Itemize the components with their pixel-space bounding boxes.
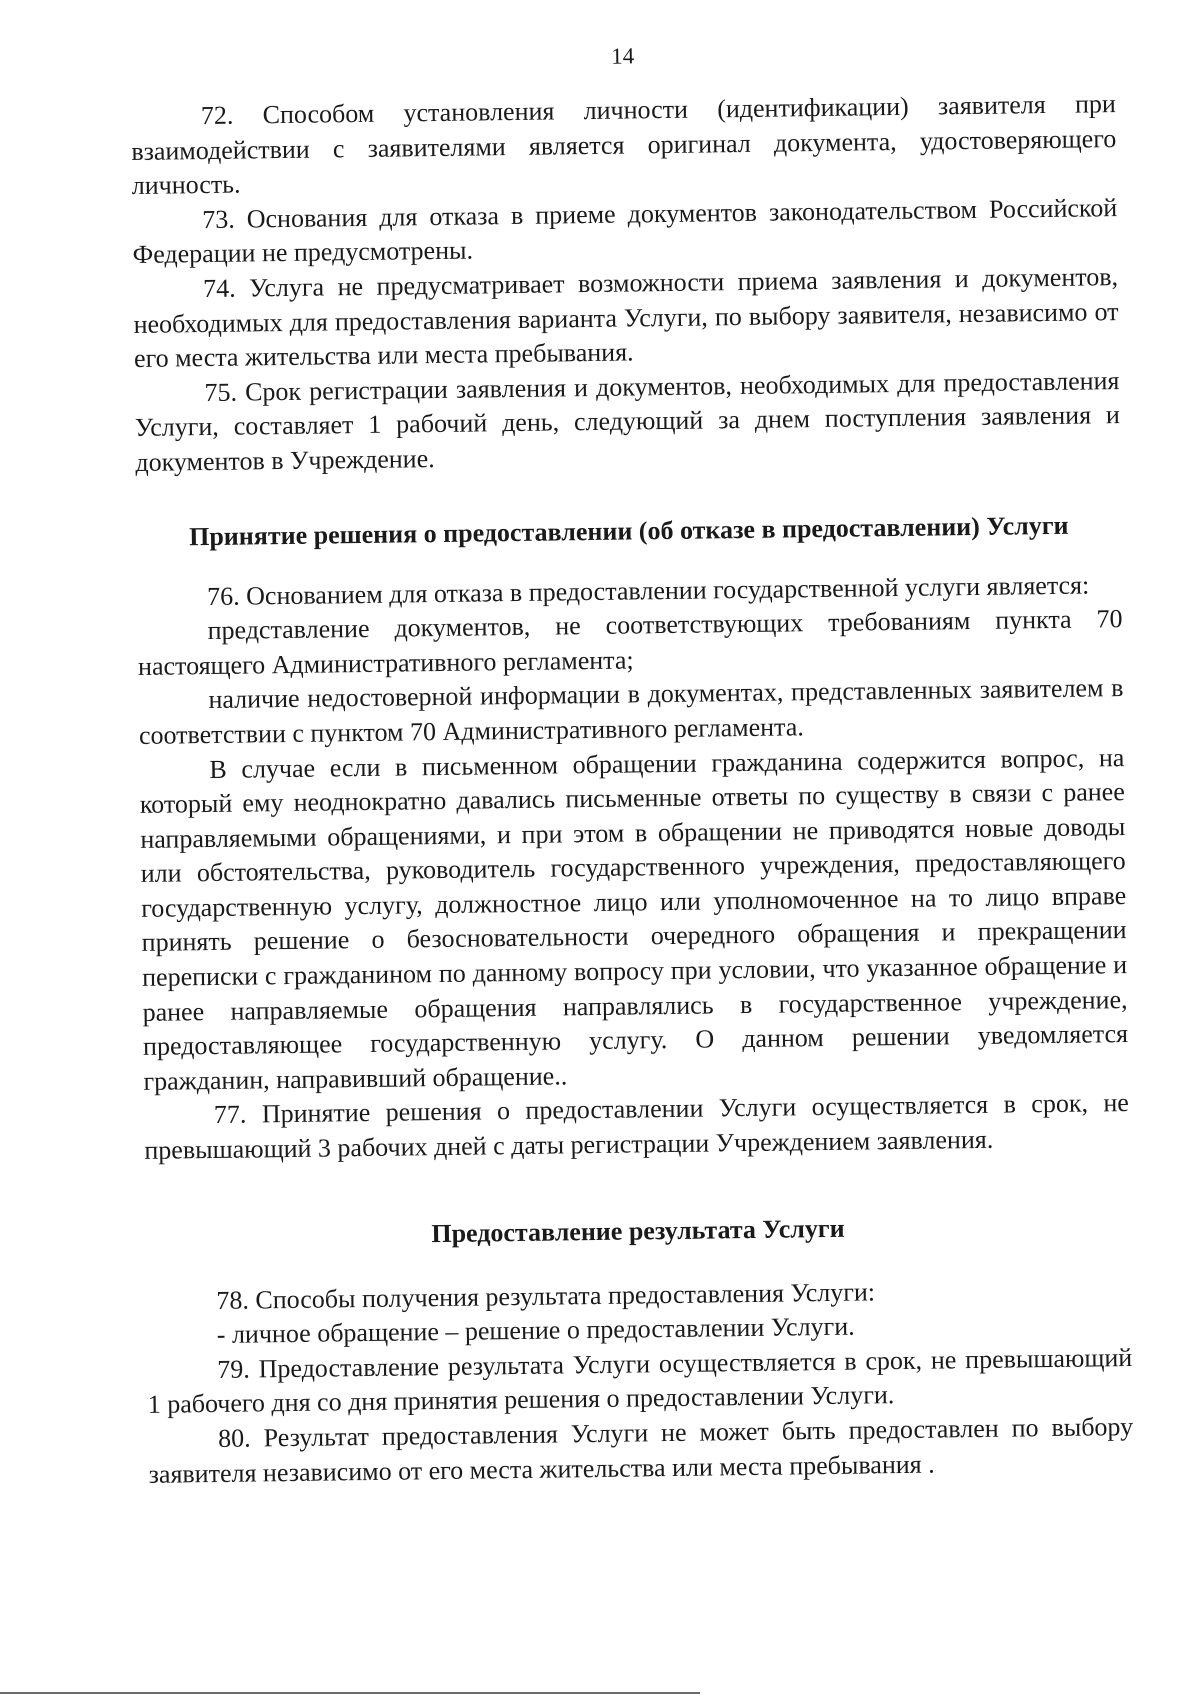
paragraph-73: 73. Основания для отказа в приеме документов законодательством Российской Федерации не предусмотрены. xyxy=(132,192,1118,270)
page-content xyxy=(130,37,1134,1492)
bottom-scan-edge xyxy=(0,1692,700,1694)
section-heading-result: Предоставление результата Услуги xyxy=(431,1213,845,1248)
paragraph-79: 79. Предоставление результата Услуги осуществляется в срок, не превышающий 1 рабочего дня со дня принятия решения о предоставлении Услуги. xyxy=(147,1342,1133,1420)
paragraph-repeated-appeal: В случае если в письменном обращении гражданина содержится вопрос, на который ему неоднократно давались письменные ответы по существу в связи с ранее направляемыми обращениями, и при этом в обращении не приводятся новые доводы или обстоятельства, руководитель государственного учреждения, предоставляющего государственную услугу, должностное лицо или уполномоченное на то лицо вправе принять решение о безосновательности очередного обращения и прекращении переписки с гражданином по данному вопросу при условии, что указанное обращение и ранее направляемые обращения направлялись в государственное учреждение, предоставляющее государственную услугу. О данном решении уведомляется гражданин, направивший обращение.. xyxy=(139,742,1129,1096)
paragraph-77: 77. Принятие решения о предоставлении Услуги осуществляется в срок, не превышающий 3 рабочих дней с даты регистрации Учреждением заявления. xyxy=(144,1088,1130,1165)
paragraph-78-item: - личное обращение – решение о предоставлении Услуги. xyxy=(216,1311,855,1350)
paragraph-76-item-1: представление документов, не соответствующих требованиям пункта 70 настоящего Административного регламента; xyxy=(137,604,1123,681)
paragraph-74: 74. Услуга не предусматривает возможности приема заявления и документов, необходимых для предоставления варианта Услуги, по выбору заявителя, независимо от его места жительства или места пребывания. xyxy=(133,262,1119,374)
paragraph-80: 80. Результат предоставления Услуги не может быть предоставлен по выбору заявителя независимо от его места жительства или места пребывания . xyxy=(148,1411,1134,1489)
paragraph-72: 72. Способом установления личности (идентификации) заявителя при взаимодействии с заявителями является оригинал документа, удостоверяющего личность. xyxy=(131,89,1117,201)
paragraph-78: 78. Способы получения результата предоставления Услуги: xyxy=(216,1276,876,1315)
paragraph-76: 76. Основанием для отказа в предоставлении государственной услуги является: xyxy=(206,570,1090,611)
paragraph-75: 75. Срок регистрации заявления и документов, необходимых для предоставления Услуги, составляет 1 рабочий день, следующий за днем поступления заявления и документов в Учреждение. xyxy=(134,365,1121,477)
paragraph-76-item-2: наличие недостоверной информации в документах, представленных заявителем в соответствии с пунктом 70 Административного регламента. xyxy=(138,673,1124,750)
page-number: 14 xyxy=(610,43,635,69)
section-heading-decision: Принятие решения о предоставлении (об отказе в предоставлении) Услуги xyxy=(188,510,1069,551)
